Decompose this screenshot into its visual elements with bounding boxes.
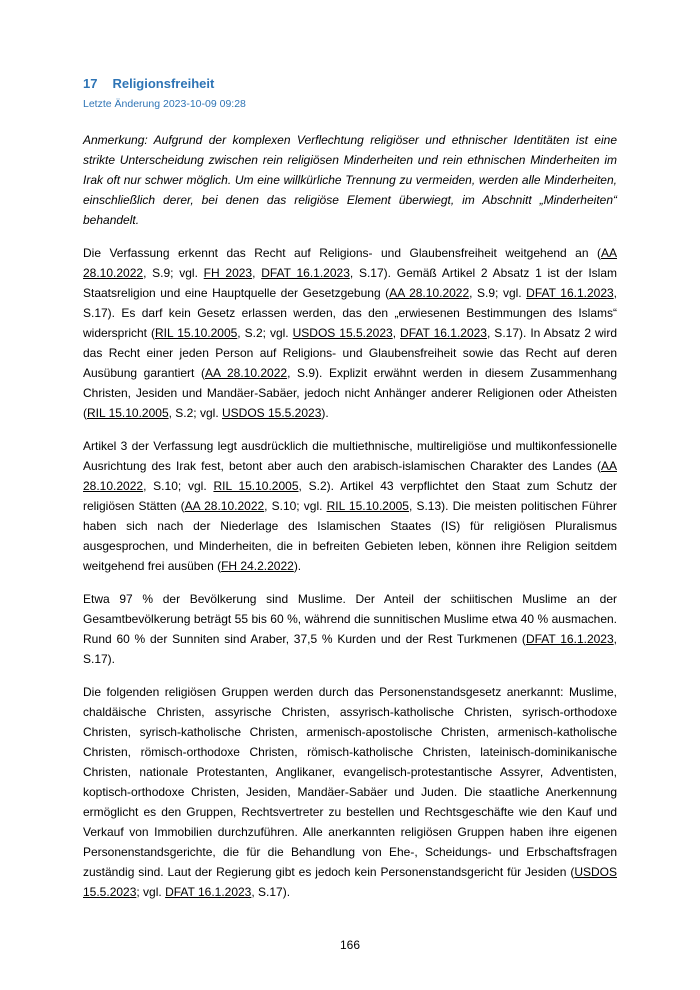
reference-link[interactable]: AA 28.10.2022 xyxy=(83,246,617,280)
section-title: Religionsfreiheit xyxy=(112,76,215,91)
reference-link[interactable]: AA 28.10.2022 xyxy=(205,366,288,380)
reference-link[interactable]: FH 24.2.2022 xyxy=(221,559,294,573)
last-change-date: Letzte Änderung 2023-10-09 09:28 xyxy=(83,98,246,110)
paragraph: Die Verfassung erkennt das Recht auf Religions- und Glaubensfreiheit weitgehend an (AA 28.10.2022, S.9; vgl. FH 2023, DFAT 16.1.2023, S.17). Gemäß Artikel 2 Absatz 1 ist der Islam Staatsreligion und eine Hauptquelle der Gesetzgebung (AA 28.10.2022, S.9; vgl. DFAT 16.1.2023, S.17). Es darf kein Gesetz erlassen werden, das den „erwiesenen Bestimmungen des Islams“ widerspricht (RIL 15.10.2005, S.2; vgl. USDOS 15.5.2023, DFAT 16.1.2023, S.17). In Absatz 2 wird das Recht einer jeden Person auf Religions- und Glaubensfreiheit sowie das Recht auf deren Ausübung garantiert (AA 28.10.2022, S.9). Explizit erwähnt werden in diesem Zusammenhang Christen, Jesiden und Mandäer-Sabäer, jedoch nicht Anhänger anderer Religionen oder Atheisten (RIL 15.10.2005, S.2; vgl. USDOS 15.5.2023). xyxy=(83,246,618,420)
reference-link[interactable]: FH 2023 xyxy=(203,266,253,280)
reference-link[interactable]: DFAT 16.1.2023 xyxy=(526,286,614,300)
section-heading xyxy=(83,76,617,91)
paragraph: Die folgenden religiösen Gruppen werden durch das Personenstandsgesetz anerkannt: Muslime, chaldäische Christen, assyrische Christen, assyrisch-katholische Christen, syrisch-orthodoxe Christen, syrisch-katholische Christen, armenisch-apostolische Christen, armenisch-katholische Christen, römisch-orthodoxe Christen, römisch-katholische Christen, lateinisch-dominikanische Christen, nationale Protestanten, Anglikaner, evangelisch-protestantische Assyrer, Adventisten, koptisch-orthodoxe Christen, Jesiden, Mandäer-Sabäer und Juden. Die staatliche Anerkennung ermöglicht es den Gruppen, Rechtsvertreter zu bestellen und Rechtsgeschäfte wie den Kauf und Verkauf von Immobilien durchzuführen. Alle anerkannten religiösen Gruppen haben ihre eigenen Personenstandsgerichte, die für die Behandlung von Ehe-, Scheidungs- und Erbschaftsfragen zuständig sind. Laut der Regierung gibt es jedoch kein Personenstandsgericht für Jesiden (USDOS 15.5.2023; vgl. DFAT 16.1.2023, S.17). xyxy=(83,685,617,899)
reference-link[interactable]: AA 28.10.2022 xyxy=(389,286,470,300)
section-number: 17 xyxy=(83,76,98,91)
document-body xyxy=(83,130,617,902)
reference-link[interactable]: DFAT 16.1.2023 xyxy=(261,266,350,280)
reference-link[interactable]: USDOS 15.5.2023 xyxy=(292,326,393,340)
reference-link[interactable]: RIL 15.10.2005 xyxy=(213,479,299,493)
reference-link[interactable]: DFAT 16.1.2023 xyxy=(165,885,252,899)
reference-link[interactable]: RIL 15.10.2005 xyxy=(155,326,238,340)
page-content xyxy=(83,76,617,915)
reference-link[interactable]: AA 28.10.2022 xyxy=(184,499,265,513)
reference-link[interactable]: DFAT 16.1.2023 xyxy=(400,326,487,340)
paragraph: Etwa 97 % der Bevölkerung sind Muslime. Der Anteil der schiitischen Muslime an der Gesamtbevölkerung beträgt 55 bis 60 %, während die sunnitischen Muslime etwa 40 % ausmachen. Rund 60 % der Sunniten sind Araber, 37,5 % Kurden und der Rest Turkmenen (DFAT 16.1.2023, S.17). xyxy=(83,592,617,666)
reference-link[interactable]: DFAT 16.1.2023 xyxy=(525,632,614,646)
reference-link[interactable]: USDOS 15.5.2023 xyxy=(221,406,322,420)
reference-link[interactable]: USDOS 15.5.2023 xyxy=(83,865,617,899)
reference-link[interactable]: RIL 15.10.2005 xyxy=(87,406,169,420)
reference-link[interactable]: AA 28.10.2022 xyxy=(83,459,617,493)
paragraph: Artikel 3 der Verfassung legt ausdrücklich die multiethnische, multireligiöse und multikonfessionelle Ausrichtung des Irak fest, betont aber auch den arabisch-islamischen Charakter des Landes (AA 28.10.2022, S.10; vgl. RIL 15.10.2005, S.2). Artikel 43 verpflichtet den Staat zum Schutz der religiösen Stätten (AA 28.10.2022, S.10; vgl. RIL 15.10.2005, S.13). Die meisten politischen Führer haben sich nach der Niederlage des Islamischen Staates (IS) für religiösen Pluralismus ausgesprochen, und Minderheiten, die in befreiten Gebieten leben, können ihre Religion seitdem weitgehend frei ausüben (FH 24.2.2022). xyxy=(83,439,618,573)
paragraph: Anmerkung: Aufgrund der komplexen Verflechtung religiöser und ethnischer Identitäten ist eine strikte Unterscheidung zwischen rein religiösen Minderheiten und rein ethnischen Minderheiten im Irak oft nur schwer möglich. Um eine willkürliche Trennung zu vermeiden, werden alle Minderheiten, einschließlich derer, bei denen das religiöse Element überwiegt, im Abschnitt „Minderheiten“ behandelt. xyxy=(83,133,617,227)
reference-link[interactable]: RIL 15.10.2005 xyxy=(326,499,409,513)
page-number: 166 xyxy=(339,938,361,952)
